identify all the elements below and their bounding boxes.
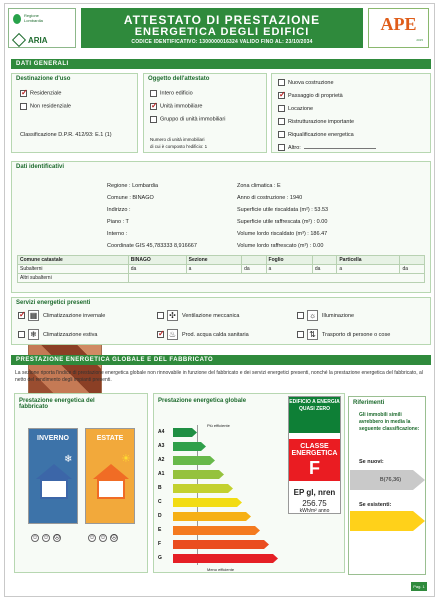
ep-value: 256.75 [302, 499, 327, 508]
logo-lombardia-text: Lombardia [24, 18, 43, 23]
energy-class-bar [173, 442, 206, 451]
existing-buildings-arrow [350, 511, 425, 531]
cadastral-header-cell: Foglio [266, 256, 312, 265]
other-input-line[interactable] [304, 148, 376, 149]
identification-title: Dati identificativi [16, 164, 65, 170]
group-label: Gruppo di unità immobiliari [160, 116, 226, 123]
checkbox-icon[interactable] [278, 118, 285, 125]
ventilation-icon: ✣ [167, 310, 178, 321]
ape-year: 2015 [416, 38, 423, 42]
snowflake-icon: ❄ [64, 454, 73, 465]
checkbox-icon[interactable] [297, 312, 304, 319]
gis-coordinates-field: Coordinate GIS 45,783333 8,916667 [107, 243, 197, 249]
energy-class-label: E [158, 527, 162, 533]
winter-house-roof-icon [36, 464, 72, 479]
checkbox-icon[interactable] [20, 90, 27, 97]
major-renovation-label: Ristrutturazione importante [288, 118, 355, 125]
checkbox-icon[interactable] [297, 331, 304, 338]
heated-area-field: Superficie utile riscaldata (m²) : 53.53 [237, 207, 329, 213]
service-hot-water[interactable] [157, 329, 249, 343]
reason-energy-upgrade[interactable] [278, 131, 354, 138]
address-field: Indirizzo : [107, 207, 131, 213]
nonresidential-label: Non residenziale [30, 103, 71, 110]
other-subalterni-value [128, 274, 424, 283]
leaf-icon [13, 14, 21, 24]
references-title: Riferimenti [353, 400, 385, 406]
rental-label: Locazione [288, 105, 314, 112]
subalterni-cell: a [337, 265, 400, 274]
destination-box [11, 73, 138, 153]
elevator-icon: ⇅ [307, 329, 318, 340]
subalterni-cell: da [312, 265, 336, 274]
cadastral-header-cell [400, 256, 425, 265]
certificate-header [5, 4, 434, 54]
cooled-area-field: Superficie utile raffrescata (m²) : 0.00 [237, 219, 328, 225]
reason-property-transfer[interactable] [278, 92, 343, 99]
cadastral-table [17, 255, 425, 283]
energy-class-title: CLASSE ENERGETICA [291, 443, 338, 457]
cooling-icon: ❄ [28, 329, 39, 340]
subalterni-cell: da [242, 265, 266, 274]
new-buildings-value: B(76,36) [380, 477, 402, 483]
destination-nonresidential-option[interactable] [20, 103, 71, 110]
checkbox-icon[interactable] [20, 103, 27, 110]
energy-class-bar [173, 484, 233, 493]
new-construction-label: Nuova costruzione [288, 79, 334, 86]
subalterni-cell: a [266, 265, 312, 274]
ape-logo-text: APE [380, 14, 417, 34]
checkbox-icon[interactable] [278, 79, 285, 86]
checkbox-icon[interactable] [150, 103, 157, 110]
summer-face-icon-1: ☺ [89, 535, 96, 541]
checkbox-icon[interactable] [278, 144, 285, 151]
cadastral-header-cell: Sezione [186, 256, 241, 265]
region-field: Regione : Lombardia [107, 183, 159, 189]
object-whole-building-option[interactable] [150, 90, 193, 97]
municipality-field: Comune : BINAGO [107, 195, 154, 201]
energy-certificate-page [4, 3, 435, 597]
service-lighting[interactable] [297, 310, 354, 324]
ep-label: EP gl, nren [293, 488, 336, 497]
checkbox-icon[interactable] [278, 105, 285, 112]
summer-house-icon [97, 479, 125, 499]
certificate-code-line: CODICE IDENTIFICATIVO: 1300000016324 VALIDO FINO AL: 23/10/2034 [131, 39, 313, 45]
subalterni-cell: da [400, 265, 425, 274]
energy-services-box [11, 297, 431, 345]
energy-class-label: C [158, 499, 162, 505]
dpr-classification: Classificazione D.P.R. 412/93: E.1 (1) [20, 132, 112, 138]
summer-card [85, 428, 135, 524]
building-performance-box [14, 393, 148, 573]
winter-face-icon-1: ☺ [32, 535, 39, 541]
energy-class-label: D [158, 513, 162, 519]
reason-other[interactable] [278, 144, 376, 151]
nzeb-label [289, 397, 340, 433]
summer-cooling-label: Climatizzazione estiva [43, 331, 98, 338]
logo-aria-text: ARIA [28, 36, 48, 45]
interior-field: Interno : [107, 231, 128, 237]
summer-house-roof-icon [93, 464, 129, 479]
summer-face-icon-3: ☹ [111, 535, 118, 541]
performance-heading: PRESTAZIONE ENERGETICA GLOBALE E DEL FABBRICATO [11, 355, 431, 365]
main-title-line1: ATTESTATO DI PRESTAZIONE [123, 13, 321, 27]
construction-year-field: Anno di costruzione : 1940 [237, 195, 303, 201]
floor-field: Piano : T [107, 219, 129, 225]
energy-upgrade-label: Riqualificazione energetica [288, 131, 354, 138]
destination-title: Destinazione d'uso [16, 76, 71, 82]
cadastral-header-cell: Particella [337, 256, 400, 265]
sun-icon: ☀ [121, 453, 131, 465]
title-banner [81, 8, 363, 48]
whole-building-label: Intero edificio [160, 90, 193, 97]
object-group-option[interactable] [150, 116, 225, 123]
subalterni-cell: da [128, 265, 186, 274]
nzeb-text: EDIFICIO A ENERGIA QUASI ZERO [289, 399, 340, 412]
checkbox-icon[interactable] [18, 312, 25, 319]
references-box [348, 396, 426, 575]
reason-rental[interactable] [278, 105, 313, 112]
cadastral-header-cell: BINAGO [128, 256, 186, 265]
reason-box [271, 73, 431, 153]
hot-water-icon: ♨ [168, 330, 177, 339]
summer-face-icon-2: ☺ [100, 535, 107, 541]
performance-description: La sezione riporta l'indice di prestazione energetica globale non rinnovabile in funzione del fabbricato e dei servizi energetici presenti, nonché la prestazione energetica del fabbricato, al netto del rendimento degli impianti presenti. [15, 370, 423, 383]
building-performance-title: Prestazione energetica del fabbricato [19, 398, 95, 410]
energy-class-bar [173, 526, 260, 535]
general-data-heading: DATI GENERALI [11, 59, 431, 69]
energy-class-bar [173, 470, 224, 479]
climate-zone-field: Zona climatica : E [237, 183, 281, 189]
least-efficient-label: Meno efficiente [207, 567, 235, 572]
energy-class-label: A3 [158, 443, 165, 449]
service-mechanical-ventilation[interactable] [157, 310, 239, 324]
checkbox-icon[interactable] [278, 131, 285, 138]
object-unit-option[interactable] [150, 103, 203, 110]
winter-house-icon [40, 479, 68, 499]
unit-count-label: Numero di unità immobiliari [150, 137, 205, 142]
checkbox-icon[interactable] [157, 312, 164, 319]
energy-class-label: F [158, 541, 162, 547]
other-label: Altro: [288, 144, 301, 151]
references-description: Gli immobili simili avrebbero in media la seguente classificazione: [359, 412, 420, 432]
checkbox-icon[interactable] [157, 331, 164, 338]
reason-new-construction[interactable] [278, 79, 334, 86]
winter-face-icon-2: ☺ [43, 535, 50, 541]
energy-class-label: B [158, 485, 162, 491]
radiator-icon: ▦ [29, 311, 38, 320]
energy-class-bar [173, 456, 215, 465]
lightbulb-icon: ☼ [308, 311, 317, 320]
checkbox-icon[interactable] [150, 90, 157, 97]
main-title-line2: ENERGETICA DEGLI EDIFICI [134, 26, 310, 38]
services-title: Servizi energetici presenti [16, 300, 91, 306]
unit-label: Unità immobiliare [160, 103, 203, 110]
cadastral-header-cell [312, 256, 336, 265]
energy-class-bar [173, 498, 242, 507]
ape-logo [368, 8, 429, 48]
property-transfer-label: Passaggio di proprietà [288, 92, 343, 99]
hot-water-label: Prod. acqua calda sanitaria [182, 331, 249, 338]
winter-title: INVERNO [37, 435, 69, 442]
cooled-volume-field: Volume lordo raffrescato (m³) : 0.00 [237, 243, 324, 249]
subalterni-label: Subalterni [18, 265, 129, 274]
new-buildings-label: Se nuovi: [359, 459, 384, 465]
energy-class-letter: F [309, 458, 320, 478]
energy-class-bar [173, 554, 278, 563]
cadastral-header-cell: Comune catastale [18, 256, 129, 265]
service-transport[interactable] [297, 329, 390, 343]
checkbox-icon[interactable] [150, 116, 157, 123]
global-performance-title: Prestazione energetica globale [158, 398, 247, 404]
destination-residential-option[interactable] [20, 90, 62, 97]
energy-class-display [289, 439, 340, 481]
energy-class-label: A4 [158, 429, 165, 435]
page-number: Pag. 1 [411, 582, 427, 591]
energy-class-label: A1 [158, 471, 165, 477]
transport-label: Trasporto di persone o cose [322, 331, 391, 338]
reason-major-renovation[interactable] [278, 118, 354, 125]
object-box [143, 73, 267, 153]
cadastral-header-cell [242, 256, 266, 265]
most-efficient-label: Più efficiente [207, 423, 230, 428]
winter-card [28, 428, 78, 524]
other-subalterni-label: Altri subalterni [18, 274, 129, 283]
winter-face-icon-3: ☹ [54, 535, 61, 541]
energy-class-bar [173, 540, 269, 549]
energy-class-bar [173, 512, 251, 521]
logo-region-text: Regione [24, 13, 39, 18]
subalterni-cell: a [186, 265, 241, 274]
ventilation-label: Ventilazione meccanica [182, 312, 240, 319]
heated-volume-field: Volume lordo riscaldato (m³) : 186.47 [237, 231, 328, 237]
service-summer-cooling[interactable] [18, 329, 97, 343]
existing-buildings-label: Se esistenti: [359, 502, 392, 508]
energy-class-label: G [158, 555, 162, 561]
winter-heating-label: Climatizzazione invernale [43, 312, 106, 319]
energy-class-label: A2 [158, 457, 165, 463]
checkbox-icon[interactable] [278, 92, 285, 99]
residential-label: Residenziale [30, 90, 62, 97]
aria-mark-icon [12, 33, 26, 47]
object-title: Oggetto dell'attestato [148, 76, 210, 82]
regional-logo [8, 8, 76, 48]
checkbox-icon[interactable] [18, 331, 25, 338]
service-winter-heating[interactable] [18, 310, 105, 324]
building-composition: di cui è composto l'edificio: 1 [150, 144, 208, 149]
lighting-label: Illuminazione [322, 312, 355, 319]
summer-title: ESTATE [96, 435, 124, 442]
energy-class-bar [173, 428, 197, 437]
identification-box [11, 161, 431, 293]
energy-class-box [288, 396, 341, 514]
ep-unit: kWh/m² anno [299, 508, 330, 514]
